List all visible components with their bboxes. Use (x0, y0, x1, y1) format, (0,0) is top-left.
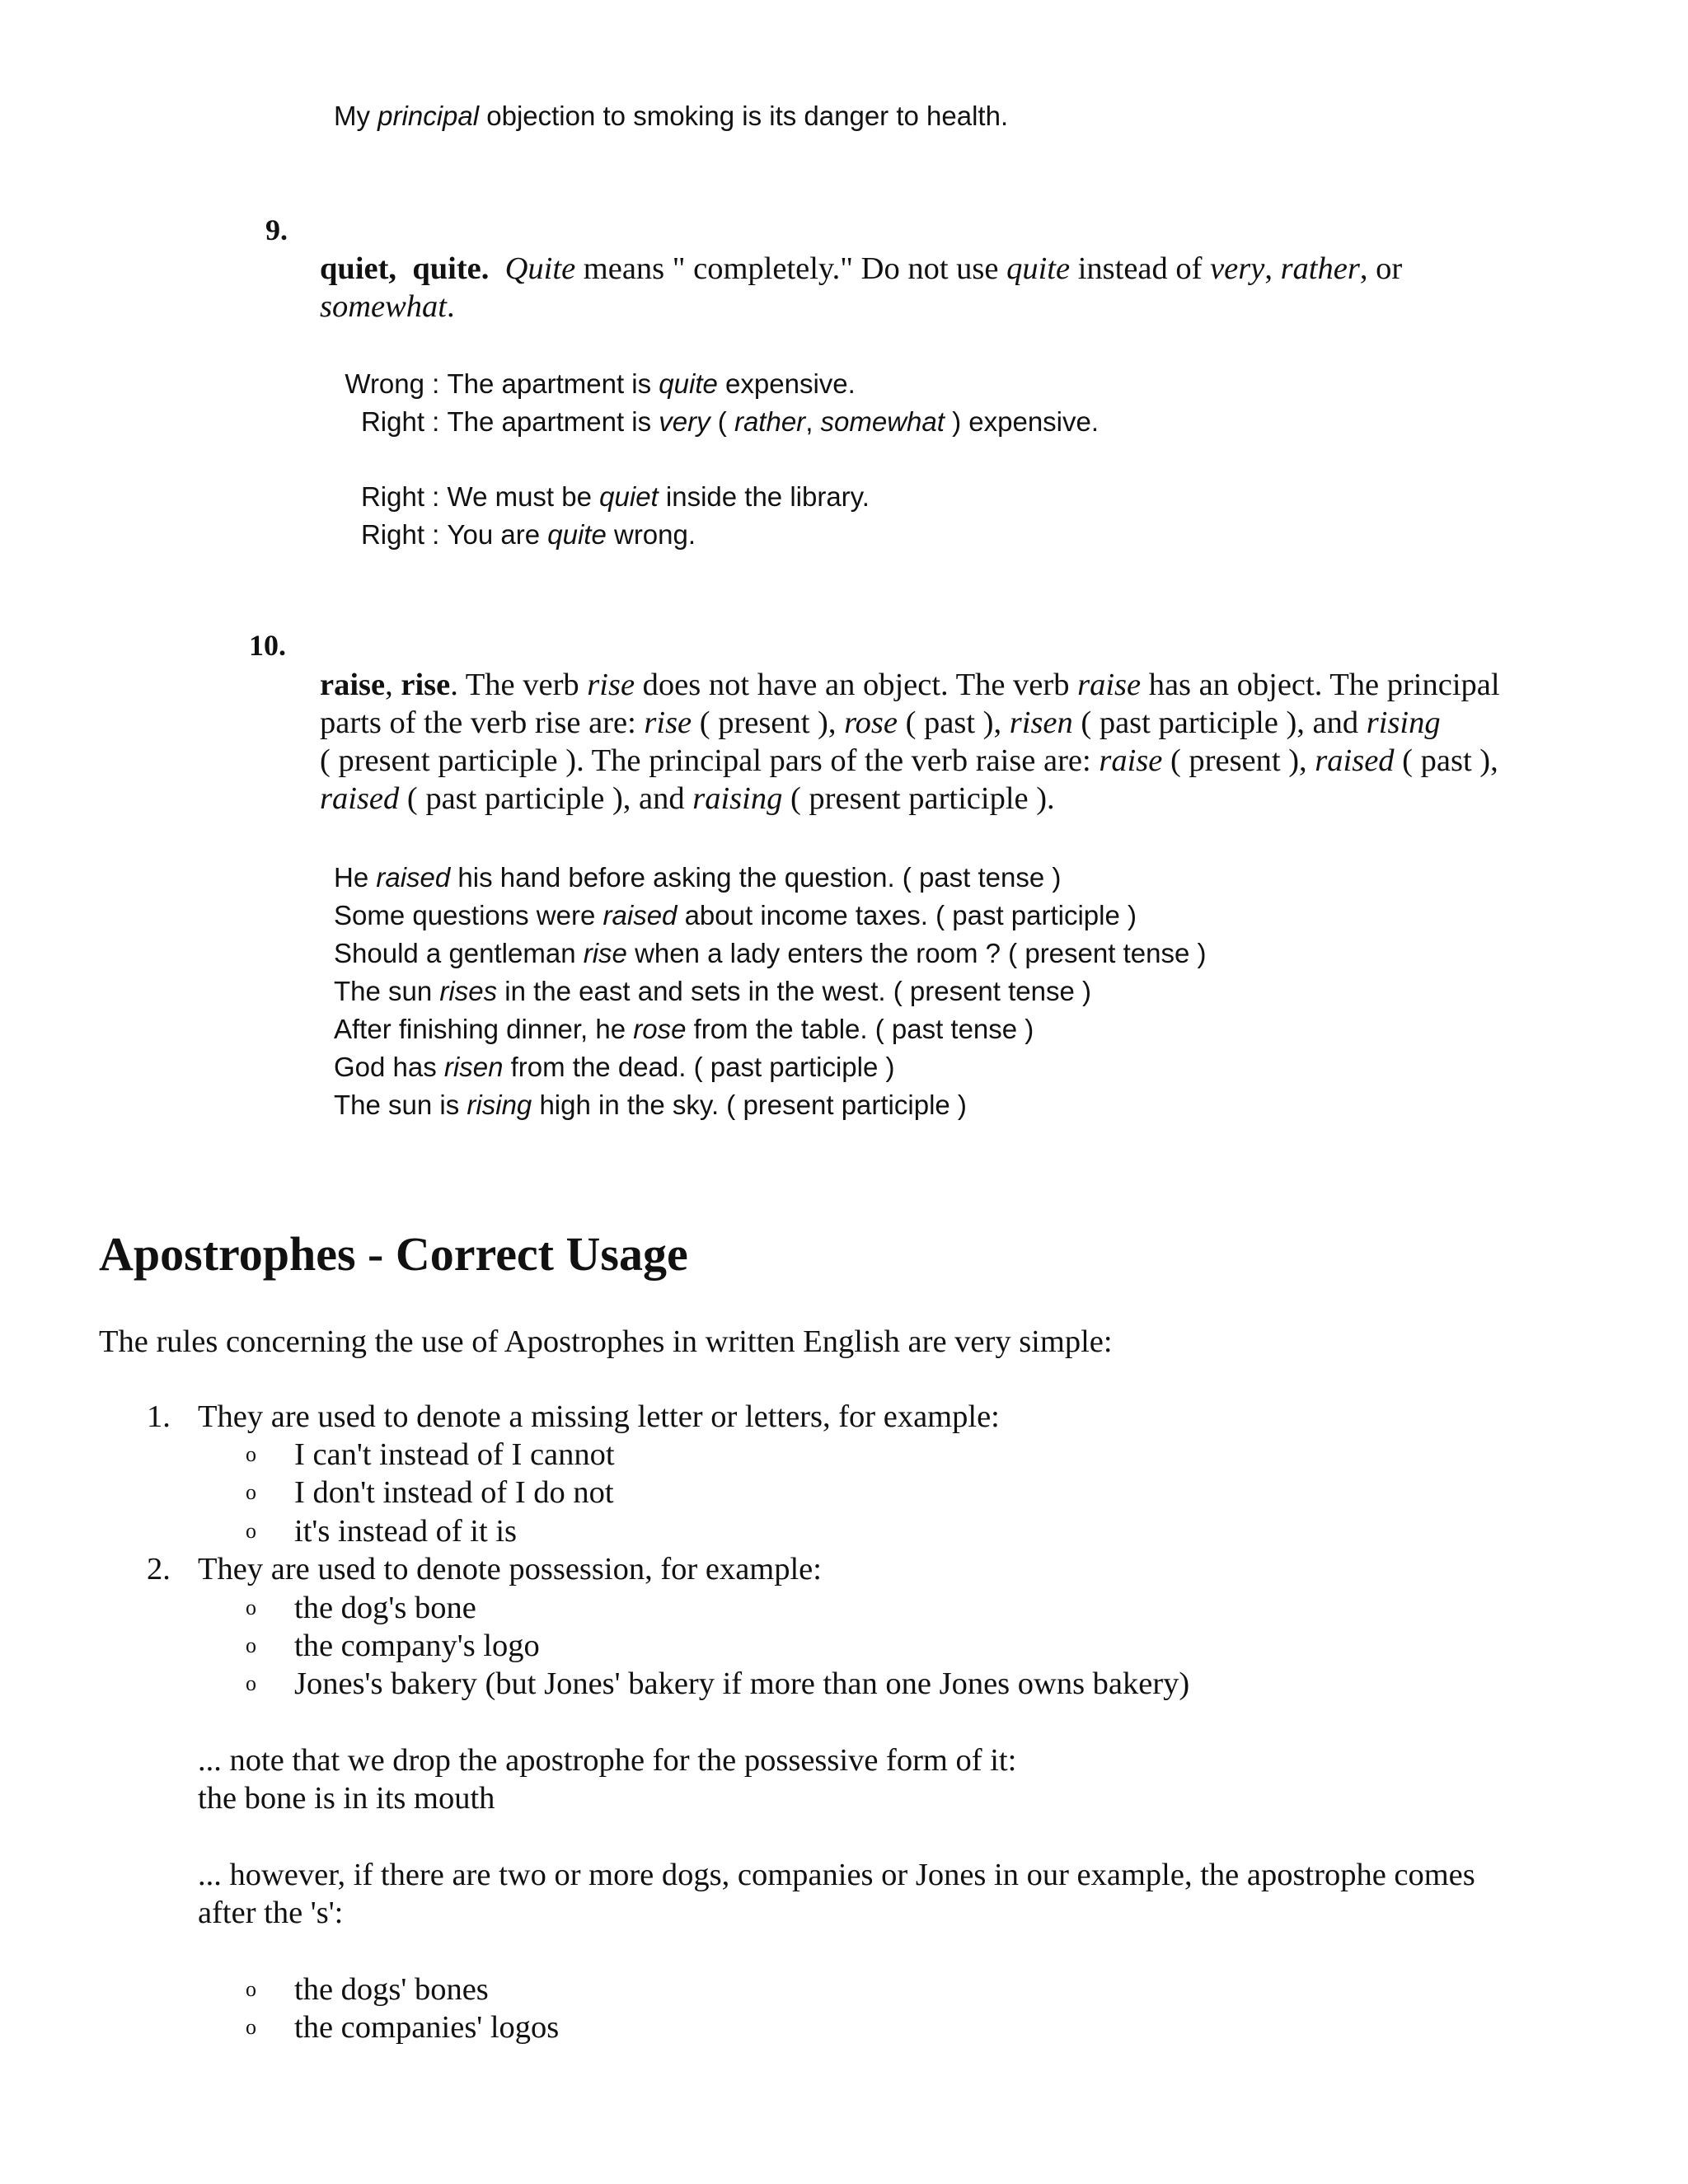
item9-definition (320, 250, 1573, 326)
example-line (334, 1048, 1206, 1086)
text: ( present participle ). (782, 781, 1055, 816)
term: quiet, (320, 251, 397, 286)
text-italic: somewhat (320, 289, 447, 324)
text: The sun (334, 976, 440, 1006)
bullet-icon: o (246, 1977, 256, 2001)
text: has an object. The principal (1141, 668, 1500, 702)
list-item: the companies' logos (294, 2010, 560, 2045)
text: means " completely." Do not use (575, 251, 1007, 286)
text-italic: risen (1009, 705, 1073, 740)
text: , or (1359, 251, 1403, 286)
text: ( present participle ). The principal pars of the verb raise are: (320, 743, 1100, 778)
text: instead of (1070, 251, 1211, 286)
text: , (385, 668, 401, 702)
text: ( (710, 406, 734, 437)
separator: : (432, 406, 440, 437)
list-item: I can't instead of I cannot (294, 1437, 615, 1472)
item8-example (334, 97, 1008, 135)
text-italic: rising (467, 1090, 532, 1120)
text: The sun is (334, 1090, 467, 1120)
text: The apartment is (447, 406, 659, 437)
text-italic: rather (1280, 251, 1360, 286)
text-italic: principal (377, 101, 480, 131)
text: expensive. (717, 368, 856, 399)
text: He (334, 862, 377, 893)
text: ( past participle ), and (399, 781, 693, 816)
item9-example-row (334, 365, 856, 403)
list-item: I don't instead of I do not (294, 1475, 614, 1510)
text-italic: risen (443, 1052, 504, 1082)
bullet-icon: o (246, 1671, 256, 1695)
text-italic: rise (644, 705, 692, 740)
text: does not have an object. The verb (635, 668, 1078, 702)
text: his hand before asking the question. ( past tense ) (450, 862, 1062, 893)
text-italic: somewhat (820, 406, 945, 437)
text: wrong. (606, 519, 696, 550)
list-item: it's instead of it is (294, 1514, 518, 1549)
item10-definition (320, 666, 1639, 818)
term: quite. (412, 251, 490, 286)
text: You are (447, 519, 548, 550)
text: ( present ), (1162, 743, 1315, 778)
section-intro: The rules concerning the use of Apostrophes in written English are very simple: (99, 1324, 1113, 1359)
text: ( past participle ), and (1072, 705, 1367, 740)
text-italic: quite (1006, 251, 1071, 286)
text-italic: quiet (599, 481, 659, 512)
bullet-icon: o (246, 1633, 256, 1657)
list-item: the company's logo (294, 1629, 540, 1663)
bullet-icon: o (246, 1596, 256, 1619)
bullet-icon: o (246, 2015, 256, 2039)
text: high in the sky. ( present participle ) (532, 1090, 967, 1120)
example-line (334, 859, 1206, 897)
term: raise (320, 668, 386, 702)
text: ) expensive. (944, 406, 1100, 437)
text-italic: rise (587, 668, 635, 702)
text-italic: rather (734, 406, 806, 437)
example-line (334, 1086, 1206, 1124)
bullet-icon: o (246, 1442, 256, 1466)
text: The apartment is (447, 368, 659, 399)
text-italic: rose (633, 1014, 687, 1044)
text: ( present ), (692, 705, 845, 740)
text-italic: quite (547, 519, 607, 550)
text-italic: raised (1315, 743, 1395, 778)
text: God has (334, 1052, 444, 1082)
rule-text: They are used to denote possession, for example: (198, 1552, 822, 1586)
example-label: Right (360, 481, 424, 512)
list-item: the dog's bone (294, 1591, 476, 1625)
text: when a lady enters the room ? ( present tense ) (626, 938, 1207, 968)
text: from the dead. ( past participle ) (503, 1052, 895, 1082)
list-item: Jones's bakery (but Jones' bakery if more than one Jones owns bakery) (294, 1666, 1190, 1701)
text: about income taxes. ( past participle ) (677, 900, 1137, 930)
item9-example-row (334, 478, 870, 516)
text-italic: very (1210, 251, 1265, 286)
text: Should a gentleman (334, 938, 584, 968)
rule-text: They are used to denote a missing letter or letters, for example: (198, 1399, 1000, 1434)
separator: : (432, 481, 440, 512)
rule-number: 1. (147, 1399, 171, 1434)
item-number-9: 9. (265, 213, 288, 246)
text-italic: rose (844, 705, 898, 740)
term: rise (401, 668, 451, 702)
example-label: Right (360, 519, 424, 550)
text-italic: raise (1099, 743, 1163, 778)
text: from the table. ( past tense ) (686, 1014, 1034, 1044)
bullet-icon: o (246, 1519, 256, 1543)
bullet-icon: o (246, 1480, 256, 1504)
rule-number: 2. (147, 1552, 171, 1586)
example-line (334, 935, 1206, 972)
example-line (334, 972, 1206, 1010)
paragraph-line (320, 666, 1639, 704)
text-italic: rises (439, 976, 498, 1006)
section-heading: Apostrophes - Correct Usage (99, 1227, 688, 1281)
item10-examples (334, 859, 1206, 1124)
text: My (334, 101, 378, 131)
text: ( past ), (1394, 743, 1498, 778)
text: We must be (447, 481, 600, 512)
text-italic: Quite (504, 251, 576, 286)
text: inside the library. (658, 481, 870, 512)
text: objection to smoking is its danger to health. (479, 101, 1009, 131)
text: , (805, 406, 821, 437)
text: parts of the verb rise are: (320, 705, 645, 740)
example-label: Right (360, 406, 424, 437)
item9-example-row (334, 516, 696, 554)
item-number-10: 10. (249, 629, 286, 662)
paragraph-line (320, 704, 1639, 742)
text-italic: rising (1366, 705, 1441, 740)
text: ( past ), (897, 705, 1010, 740)
text-italic: raise (1077, 668, 1142, 702)
separator: : (432, 368, 440, 399)
list-item: the dogs' bones (294, 1972, 489, 2007)
separator: : (432, 519, 440, 550)
note-line: ... note that we drop the apostrophe for the possessive form of it: (198, 1743, 1017, 1778)
text-italic: very (659, 406, 710, 437)
text-italic: raising (692, 781, 783, 816)
item9-example-row (334, 403, 1099, 441)
text: , (1264, 251, 1281, 286)
example-line (334, 1010, 1206, 1048)
text: Some questions were (334, 900, 603, 930)
paragraph-line (320, 742, 1639, 780)
example-label: Wrong (345, 368, 424, 399)
paragraph-line (320, 780, 1639, 818)
text-italic: raised (376, 862, 451, 893)
text-italic: raised (603, 900, 678, 930)
text-italic: raised (320, 781, 400, 816)
note-line: ... however, if there are two or more dogs, companies or Jones in our example, the apostrophe comes (198, 1858, 1475, 1892)
text: . The verb (450, 668, 588, 702)
text: . (447, 289, 455, 324)
text: After finishing dinner, he (334, 1014, 634, 1044)
note-line: the bone is in its mouth (198, 1781, 495, 1816)
example-line (334, 897, 1206, 935)
note-line: after the 's': (198, 1896, 344, 1930)
text-italic: quite (659, 368, 718, 399)
text: in the east and sets in the west. ( present tense ) (497, 976, 1092, 1006)
text-italic: rise (583, 938, 627, 968)
